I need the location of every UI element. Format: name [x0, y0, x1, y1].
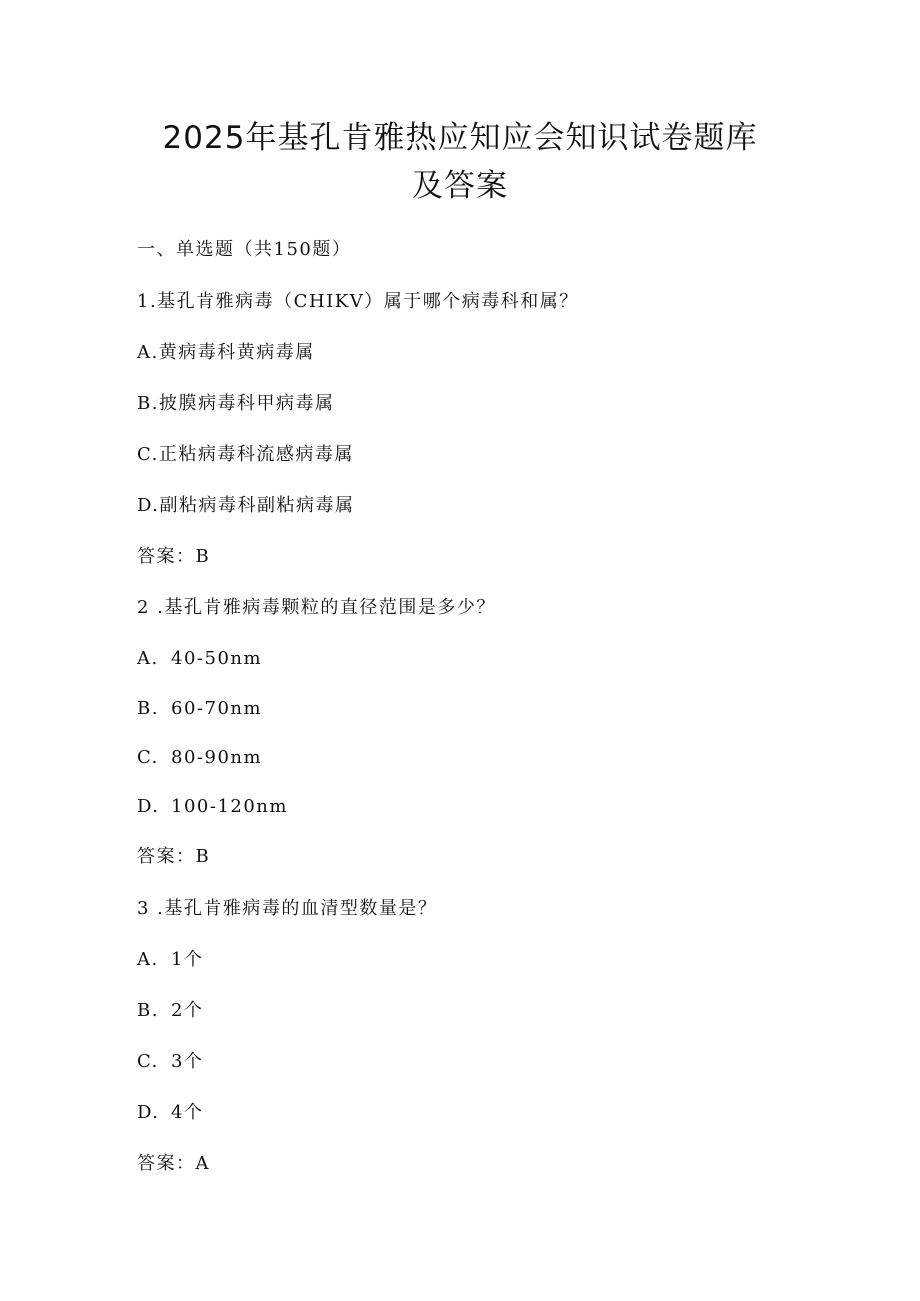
question-3-stem: 3 .基孔肯雅病毒的血清型数量是？	[137, 898, 438, 919]
question-3-answer: 答案：A	[137, 1153, 210, 1174]
question-3-option-d	[137, 1101, 203, 1125]
option-text: 80-90nm	[171, 747, 263, 768]
document-title-line2: 及答案	[412, 168, 508, 204]
document-title-line1: 2025年基孔肯雅热应知应会知识试卷题库	[162, 120, 758, 156]
question-1-answer: 答案：B	[137, 546, 211, 567]
option-letter: D.	[137, 796, 160, 817]
question-2-option-a	[137, 647, 262, 671]
option-letter: A.	[137, 648, 159, 669]
question-3-option-a	[137, 948, 203, 972]
question-2-option-b	[137, 697, 262, 721]
option-letter: D.	[137, 1102, 160, 1123]
question-2-stem: 2 .基孔肯雅病毒颗粒的直径范围是多少？	[137, 597, 496, 618]
question-2-answer: 答案：B	[137, 846, 211, 867]
question-2-option-d	[137, 795, 288, 819]
option-letter: B.	[137, 698, 159, 719]
question-3-option-b	[137, 999, 203, 1023]
option-text: 4个	[171, 1102, 204, 1123]
option-text: 1个	[171, 949, 204, 970]
question-1-option-a: A.黄病毒科黄病毒属	[137, 342, 315, 363]
option-letter: B.	[137, 1000, 159, 1021]
question-3-option-c	[137, 1050, 203, 1074]
option-text: 100-120nm	[171, 796, 288, 817]
option-text: 40-50nm	[171, 648, 263, 669]
question-1-stem: 1.基孔肯雅病毒（CHIKV）属于哪个病毒科和属？	[137, 291, 579, 312]
section-heading: 一、单选题（共150题）	[137, 239, 352, 260]
option-text: 60-70nm	[171, 698, 263, 719]
question-1-option-b: B.披膜病毒科甲病毒属	[137, 393, 335, 414]
question-1-option-c: C.正粘病毒科流感病毒属	[137, 444, 354, 465]
option-letter: C.	[137, 1051, 159, 1072]
option-letter: C.	[137, 747, 159, 768]
option-text: 3个	[171, 1051, 204, 1072]
option-text: 2个	[171, 1000, 204, 1021]
question-1-option-d: D.副粘病毒科副粘病毒属	[137, 495, 355, 516]
question-2-option-c	[137, 746, 262, 770]
option-letter: A.	[137, 949, 159, 970]
